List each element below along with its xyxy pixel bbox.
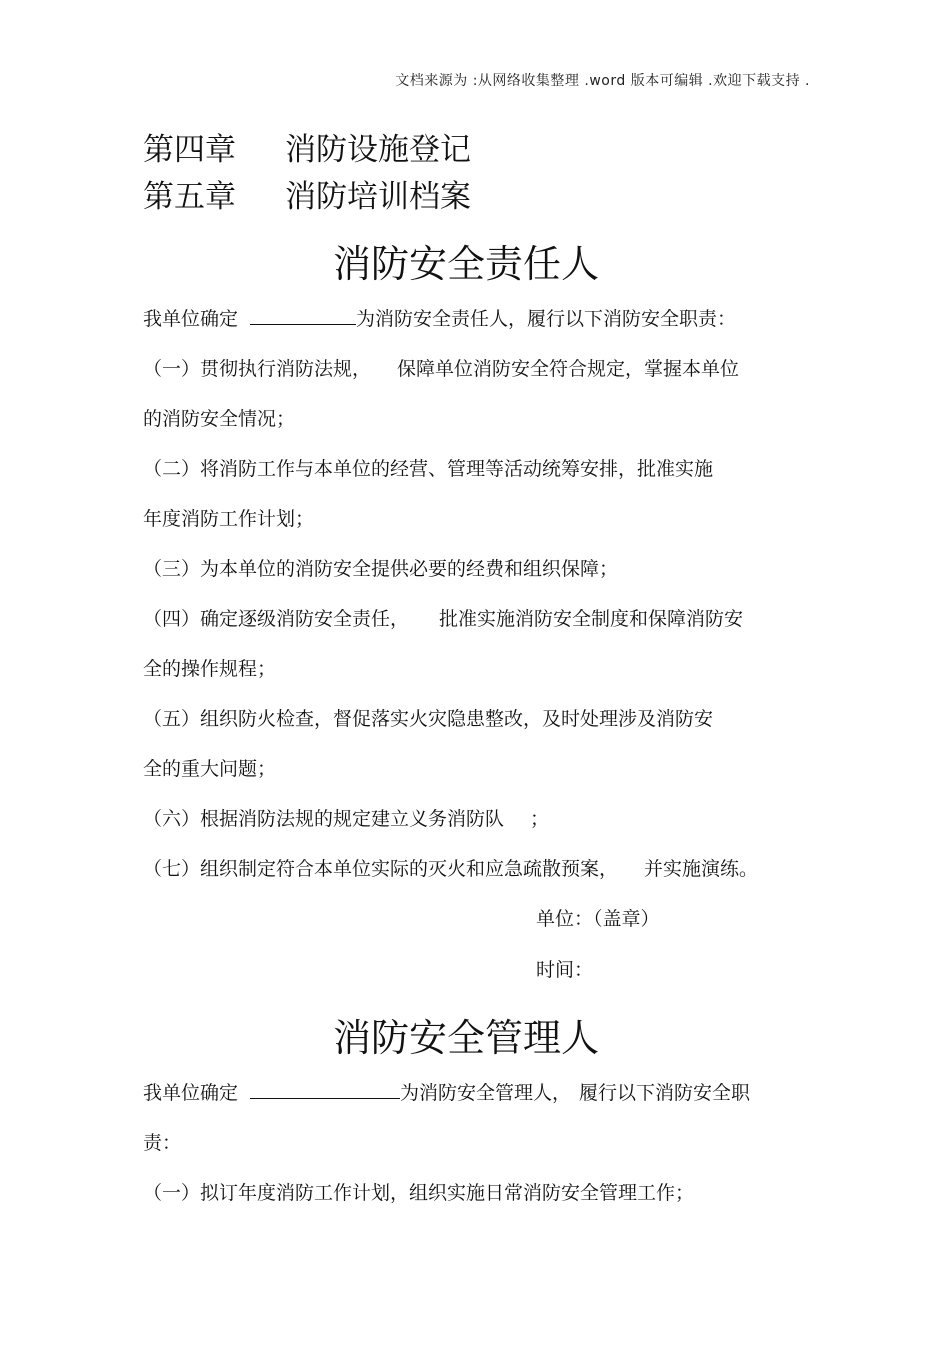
duty-item: 全的重大问题； (143, 758, 277, 780)
section-title-manager: 消防安全管理人 (332, 1016, 599, 1060)
duty-item: （二）将消防工作与本单位的经营、管理等活动统筹安排，批准实施 (143, 458, 714, 480)
duty-item: （三）为本单位的消防安全提供必要的经费和组织保障； (143, 558, 619, 580)
time-label: 时间： (536, 959, 594, 981)
duty-item: （六）根据消防法规的规定建立义务消防队 ； (143, 808, 550, 830)
intro-text-cont: 履行以下消防安全职 (579, 1082, 751, 1104)
duty-item: 的消防安全情况； (143, 408, 296, 430)
intro-line-cont: 责： (143, 1132, 182, 1154)
name-blank-field (250, 1080, 400, 1099)
intro-line (143, 304, 736, 331)
intro-line (143, 1078, 750, 1105)
chapter-4-heading (143, 124, 471, 169)
intro-text: 我单位确定 (143, 1082, 239, 1104)
section-title-responsible-person: 消防安全责任人 (332, 242, 599, 286)
duty-item: （五）组织防火检查，督促落实火灾隐患整改，及时处理涉及消防安 (143, 708, 714, 730)
header-note: 文档来源为 :从网络收集整理 .word 版本可编辑 .欢迎下载支持 . (395, 73, 810, 89)
duty-item: （一）拟订年度消防工作计划，组织实施日常消防安全管理工作； (143, 1182, 695, 1204)
intro-text-cont: 为消防安全责任人，履行以下消防安全职责： (356, 308, 737, 330)
chapter-title: 消防培训档案 (285, 179, 471, 215)
duty-item: （一）贯彻执行消防法规， 保障单位消防安全符合规定，掌握本单位 (143, 358, 740, 380)
chapter-number: 第四章 (143, 132, 236, 168)
chapter-5-heading (143, 171, 471, 216)
intro-text: 我单位确定 (143, 308, 239, 330)
intro-text-cont: 为消防安全管理人， (400, 1082, 572, 1104)
name-blank-field (250, 306, 356, 325)
duty-item: 年度消防工作计划； (143, 508, 315, 530)
duty-item: 全的操作规程； (143, 658, 277, 680)
duty-item: （七）组织制定符合本单位实际的灭火和应急疏散预案， 并实施演练。 (143, 858, 759, 880)
unit-seal-label: 单位：（盖章） (536, 908, 660, 930)
chapter-title: 消防设施登记 (285, 132, 471, 168)
duty-item: （四）确定逐级消防安全责任， 批准实施消防安全制度和保障消防安 (143, 608, 744, 630)
chapter-number: 第五章 (143, 179, 236, 215)
